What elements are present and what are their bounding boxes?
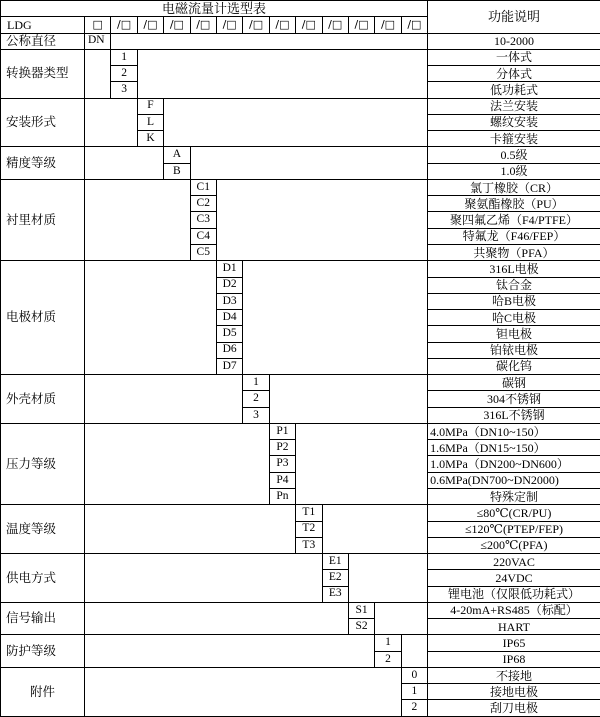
option-code: D4 <box>216 310 242 326</box>
spacer-cell <box>85 423 270 504</box>
option-code: A <box>164 147 190 163</box>
spacer-cell <box>85 667 402 716</box>
option-desc: 氯丁橡胶（CR） <box>428 179 600 195</box>
option-code: 2 <box>401 700 427 716</box>
model-slot-box-icon: /□ <box>375 17 401 33</box>
option-desc: 特氟龙（F46/FEP） <box>428 228 600 244</box>
spacer-cell <box>269 375 427 424</box>
option-code: T2 <box>296 521 322 537</box>
option-desc: 0.5级 <box>428 147 600 163</box>
option-code: D1 <box>216 261 242 277</box>
option-desc: 4.0MPa（DN10~150） <box>428 423 600 439</box>
option-code: C5 <box>190 244 216 260</box>
option-desc: ≤80℃(CR/PU) <box>428 505 600 521</box>
option-code: D3 <box>216 293 242 309</box>
option-desc: 钛合金 <box>428 277 600 293</box>
option-desc: 304不锈钢 <box>428 391 600 407</box>
option-desc: 10-2000 <box>428 33 600 49</box>
option-code: 1 <box>111 49 137 65</box>
spacer-cell <box>85 179 191 260</box>
option-code: P2 <box>269 440 295 456</box>
option-desc: 聚氨酯橡胶（PU） <box>428 196 600 212</box>
option-code: 3 <box>111 82 137 98</box>
option-desc: 碳化钨 <box>428 358 600 374</box>
option-code: 1 <box>401 684 427 700</box>
option-code: E2 <box>322 570 348 586</box>
model-slot-box-icon: /□ <box>296 17 322 33</box>
model-slot-box-icon: /□ <box>111 17 137 33</box>
option-code: F <box>137 98 163 114</box>
option-code: P3 <box>269 456 295 472</box>
model-slot-box-icon: /□ <box>322 17 348 33</box>
option-desc: 220VAC <box>428 554 600 570</box>
option-code: DN <box>85 33 111 49</box>
option-code: D6 <box>216 342 242 358</box>
option-code: P4 <box>269 472 295 488</box>
option-code: S1 <box>348 602 374 618</box>
category-label: 供电方式 <box>1 554 85 603</box>
category-label: 信号输出 <box>1 602 85 635</box>
spacer-cell <box>190 147 428 180</box>
option-code: D5 <box>216 326 242 342</box>
option-desc: 特殊定制 <box>428 488 600 504</box>
option-desc: 分体式 <box>428 66 600 82</box>
option-code: K <box>137 131 163 147</box>
spacer-cell <box>164 98 428 147</box>
spacer-cell <box>85 602 349 635</box>
option-code: D7 <box>216 358 242 374</box>
option-desc: 1.0MPa（DN200~DN600） <box>428 456 600 472</box>
model-slot-box-icon: /□ <box>243 17 269 33</box>
category-label: 外壳材质 <box>1 375 85 424</box>
option-desc: 1.0级 <box>428 163 600 179</box>
option-code: E3 <box>322 586 348 602</box>
option-desc: 1.6MPa（DN15~150） <box>428 440 600 456</box>
category-label: 电极材质 <box>1 261 85 375</box>
option-desc: IP65 <box>428 635 600 651</box>
spacer-cell <box>85 375 243 424</box>
option-desc: 4-20mA+RS485（标配） <box>428 602 600 618</box>
option-desc: IP68 <box>428 651 600 667</box>
category-label: 精度等级 <box>1 147 85 180</box>
spacer-cell <box>243 261 428 375</box>
spacer-cell <box>85 554 323 603</box>
option-desc: 接地电极 <box>428 684 600 700</box>
spacer-cell <box>111 33 428 49</box>
model-prefix: LDG <box>1 17 85 33</box>
option-desc: 哈C电极 <box>428 310 600 326</box>
spacer-cell <box>401 635 427 668</box>
option-desc: 316L不锈钢 <box>428 407 600 423</box>
option-desc: HART <box>428 619 600 635</box>
option-code: C4 <box>190 228 216 244</box>
option-desc: 低功耗式 <box>428 82 600 98</box>
category-label: 防护等级 <box>1 635 85 668</box>
spacer-cell <box>85 261 217 375</box>
option-desc: 不接地 <box>428 667 600 683</box>
option-code: L <box>137 114 163 130</box>
spacer-cell <box>348 554 427 603</box>
spacer-cell <box>216 179 427 260</box>
option-code: D2 <box>216 277 242 293</box>
option-desc: 碳钢 <box>428 375 600 391</box>
option-code: T1 <box>296 505 322 521</box>
option-code: 2 <box>375 651 401 667</box>
option-code: T3 <box>296 537 322 553</box>
option-desc: 0.6MPa(DN700~DN2000) <box>428 472 600 488</box>
option-code: C3 <box>190 212 216 228</box>
option-code: Pn <box>269 488 295 504</box>
spacer-cell <box>322 505 428 554</box>
option-code: C1 <box>190 179 216 195</box>
option-code: S2 <box>348 619 374 635</box>
spacer-cell <box>85 147 164 180</box>
spacer-cell <box>85 49 111 98</box>
option-code: B <box>164 163 190 179</box>
model-slot-box-icon: /□ <box>137 17 163 33</box>
model-slot-box-icon: /□ <box>269 17 295 33</box>
option-code: 0 <box>401 667 427 683</box>
option-desc: 24VDC <box>428 570 600 586</box>
option-desc: ≤200℃(PFA) <box>428 537 600 553</box>
option-desc: 卡箍安装 <box>428 131 600 147</box>
model-slot-box-icon: /□ <box>216 17 242 33</box>
option-code: 2 <box>111 66 137 82</box>
spacer-cell <box>85 505 296 554</box>
option-desc: 聚四氟乙烯（F4/PTFE） <box>428 212 600 228</box>
option-code: C2 <box>190 196 216 212</box>
option-desc: 共聚物（PFA） <box>428 244 600 260</box>
table-title: 电磁流量计选型表 <box>1 1 428 17</box>
category-label: 公称直径 <box>1 33 85 49</box>
option-desc: 锂电池（仅限低功耗式） <box>428 586 600 602</box>
option-desc: 一体式 <box>428 49 600 65</box>
spacer-cell <box>296 423 428 504</box>
option-desc: 哈B电极 <box>428 293 600 309</box>
table-body <box>1 1 600 717</box>
spacer-cell <box>85 98 138 147</box>
option-code: P1 <box>269 423 295 439</box>
option-code: 3 <box>243 407 269 423</box>
option-desc: 316L电极 <box>428 261 600 277</box>
option-desc: 螺纹安装 <box>428 114 600 130</box>
function-column-header: 功能说明 <box>428 1 600 34</box>
category-label: 安装形式 <box>1 98 85 147</box>
category-label: 衬里材质 <box>1 179 85 260</box>
category-label: 压力等级 <box>1 423 85 504</box>
model-base-box-icon: □ <box>85 17 111 33</box>
category-label: 附件 <box>1 667 85 716</box>
spacer-cell <box>137 49 427 98</box>
category-label: 温度等级 <box>1 505 85 554</box>
model-slot-box-icon: /□ <box>348 17 374 33</box>
option-desc: 钽电极 <box>428 326 600 342</box>
option-code: 1 <box>243 375 269 391</box>
spacer-cell <box>85 635 375 668</box>
option-desc: 刮刀电极 <box>428 700 600 716</box>
option-desc: 法兰安装 <box>428 98 600 114</box>
option-code: E1 <box>322 554 348 570</box>
option-code: 1 <box>375 635 401 651</box>
model-slot-box-icon: /□ <box>190 17 216 33</box>
option-desc: 铂铱电极 <box>428 342 600 358</box>
spacer-cell <box>375 602 428 635</box>
option-desc: ≤120℃(PTEP/FEP) <box>428 521 600 537</box>
category-label: 转换器类型 <box>1 49 85 98</box>
option-code: 2 <box>243 391 269 407</box>
model-slot-box-icon: /□ <box>401 17 427 33</box>
model-slot-box-icon: /□ <box>164 17 190 33</box>
